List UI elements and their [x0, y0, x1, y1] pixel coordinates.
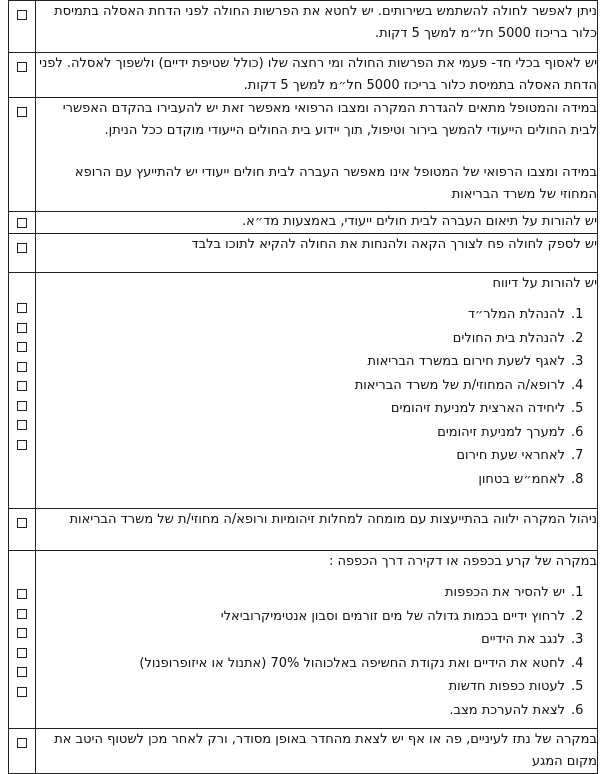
checklist-row-vomit-bin [9, 234, 598, 273]
row-text: במקרה של נתז לעיניים, פה או אף יש לצאת מהחדר באופן מסודר, ורק לאחר מכן לשטוף היטב את מקום המגע [36, 729, 598, 774]
checkbox-cell [9, 234, 36, 273]
checkbox-cell [9, 1, 36, 53]
checkbox-cell [9, 509, 36, 551]
checkbox[interactable] [17, 342, 27, 352]
checkbox-cell [9, 273, 36, 509]
list-item: 5. ליחידה הארצית למניעת זיהומים [390, 401, 584, 416]
checkbox-cell [9, 729, 36, 774]
checkbox[interactable] [17, 440, 27, 450]
checklist-row-consultation [9, 509, 598, 551]
checkbox[interactable] [17, 401, 27, 411]
row-text: יש להורות על תיאום העברה לבית חולים ייעודי, באמצעות מד״א. [36, 212, 598, 234]
checkbox[interactable] [17, 62, 27, 72]
checkbox[interactable] [17, 303, 27, 313]
section-heading: במקרה של קרע בכפפה או דקירה דרך הכפפה : [328, 554, 597, 569]
checklist-row-reporting [9, 273, 598, 509]
list-item: 3. לנגב את הידיים [481, 632, 584, 647]
list-item: 2. לרחוץ ידיים בכמות גדולה של מים זורמים וסבון אנטימיקרוביאלי [220, 608, 584, 624]
reporting-list [36, 303, 597, 491]
checkbox[interactable] [17, 687, 27, 697]
checkbox[interactable] [17, 323, 27, 333]
list-item: 7. לאחראי שעת חירום [456, 448, 584, 463]
row-text: יש לספק לחולה פח לצורך הקאה ולהנחות את החולה להקיא לתוכו בלבד [36, 234, 598, 273]
paragraph: במידה והמטופל מתאים להגדרת המקרה ומצבו הרפואי מאפשר זאת יש להעבירו בהקדם האפשרי לבית החולים הייעודי להמשך בירור וטיפול, תוך יידוע בית החולים הייעודי מוקדם ככל הניתן. [62, 101, 597, 138]
checkbox[interactable] [17, 107, 27, 117]
checkbox[interactable] [17, 420, 27, 430]
checkbox[interactable] [17, 362, 27, 372]
section-heading: יש להורות על דיווח [492, 276, 597, 291]
row-text [36, 551, 598, 729]
list-item: 6. לצאת להערכת מצב. [449, 702, 584, 718]
checklist-row-glove-tear [9, 551, 598, 729]
row-text: ניתן לאפשר לחולה להשתמש בשירותים. יש לחטא את הפרשות החולה לפני הדחת האסלה בתמיסת כלור בריכוז 5000 חל״מ למשך 5 דקות. [36, 1, 598, 53]
paragraph: במידה ומצבו הרפואי של המטופל אינו מאפשר העברה לבית חולים ייעודי יש להתייעץ עם הרופא המחוזי של משרד הבריאות [74, 165, 597, 202]
list-item: 8. לאחמ״ש בטחון [478, 471, 584, 487]
checkbox[interactable] [17, 218, 27, 228]
checkbox[interactable] [17, 628, 27, 638]
checkbox-cell [9, 98, 36, 212]
checkbox[interactable] [17, 381, 27, 391]
list-item: 4. לרופא/ה המחוזי/ת של משרד הבריאות [354, 377, 584, 393]
list-item: 3. לאגף לשעת חירום במשרד הבריאות [367, 354, 584, 369]
checklist-row-collect-secretions [9, 53, 598, 98]
checklist-row-mda-coordination [9, 212, 598, 234]
list-item: 5. לעטות כפפות חדשות [448, 679, 584, 694]
checkbox[interactable] [17, 10, 27, 20]
row-text [36, 98, 598, 212]
row-text: ניהול המקרה ילווה בהתייעצות עם מומחה למחלות זיהומיות ורופא/ה מחוזי/ת של משרד הבריאות [36, 509, 598, 551]
row-text [36, 273, 598, 509]
checkbox-cell [9, 212, 36, 234]
list-item: 2. להנהלת בית החולים [452, 330, 584, 346]
checkbox-column [9, 273, 35, 450]
checkbox[interactable] [17, 518, 27, 528]
list-item: 1. יש להסיר את הכפפות [444, 585, 584, 600]
checkbox[interactable] [17, 648, 27, 658]
checkbox[interactable] [17, 609, 27, 619]
checkbox[interactable] [17, 243, 27, 253]
checkbox-column [9, 551, 35, 697]
checkbox[interactable] [17, 738, 27, 748]
checklist-row-toilet-use [9, 1, 598, 53]
checkbox[interactable] [17, 667, 27, 677]
checklist-row-transfer [9, 98, 598, 212]
checkbox-cell [9, 53, 36, 98]
checkbox-cell [9, 551, 36, 729]
list-item: 6. למערך למניעת זיהומים [437, 424, 584, 440]
list-item: 1. להנהלת המלר״ד [467, 307, 584, 322]
checklist-row-eye-splash [9, 729, 598, 774]
list-item: 4. לחטא את הידיים ואת נקודת החשיפה באלכוהול 70% (אתנול או איזופרופנול) [139, 655, 584, 671]
glove-tear-list [36, 581, 597, 722]
row-text: יש לאסוף בכלי חד- פעמי את הפרשות החולה ומי רחצה שלו (כולל שטיפת ידיים) ולשפוך לאסלה. לפני הדחת האסלה בתמיסת כלור בריכוז 5000 חל״מ למשך 5 דקות. [36, 53, 598, 98]
checkbox[interactable] [17, 589, 27, 599]
checklist-table [8, 0, 598, 774]
